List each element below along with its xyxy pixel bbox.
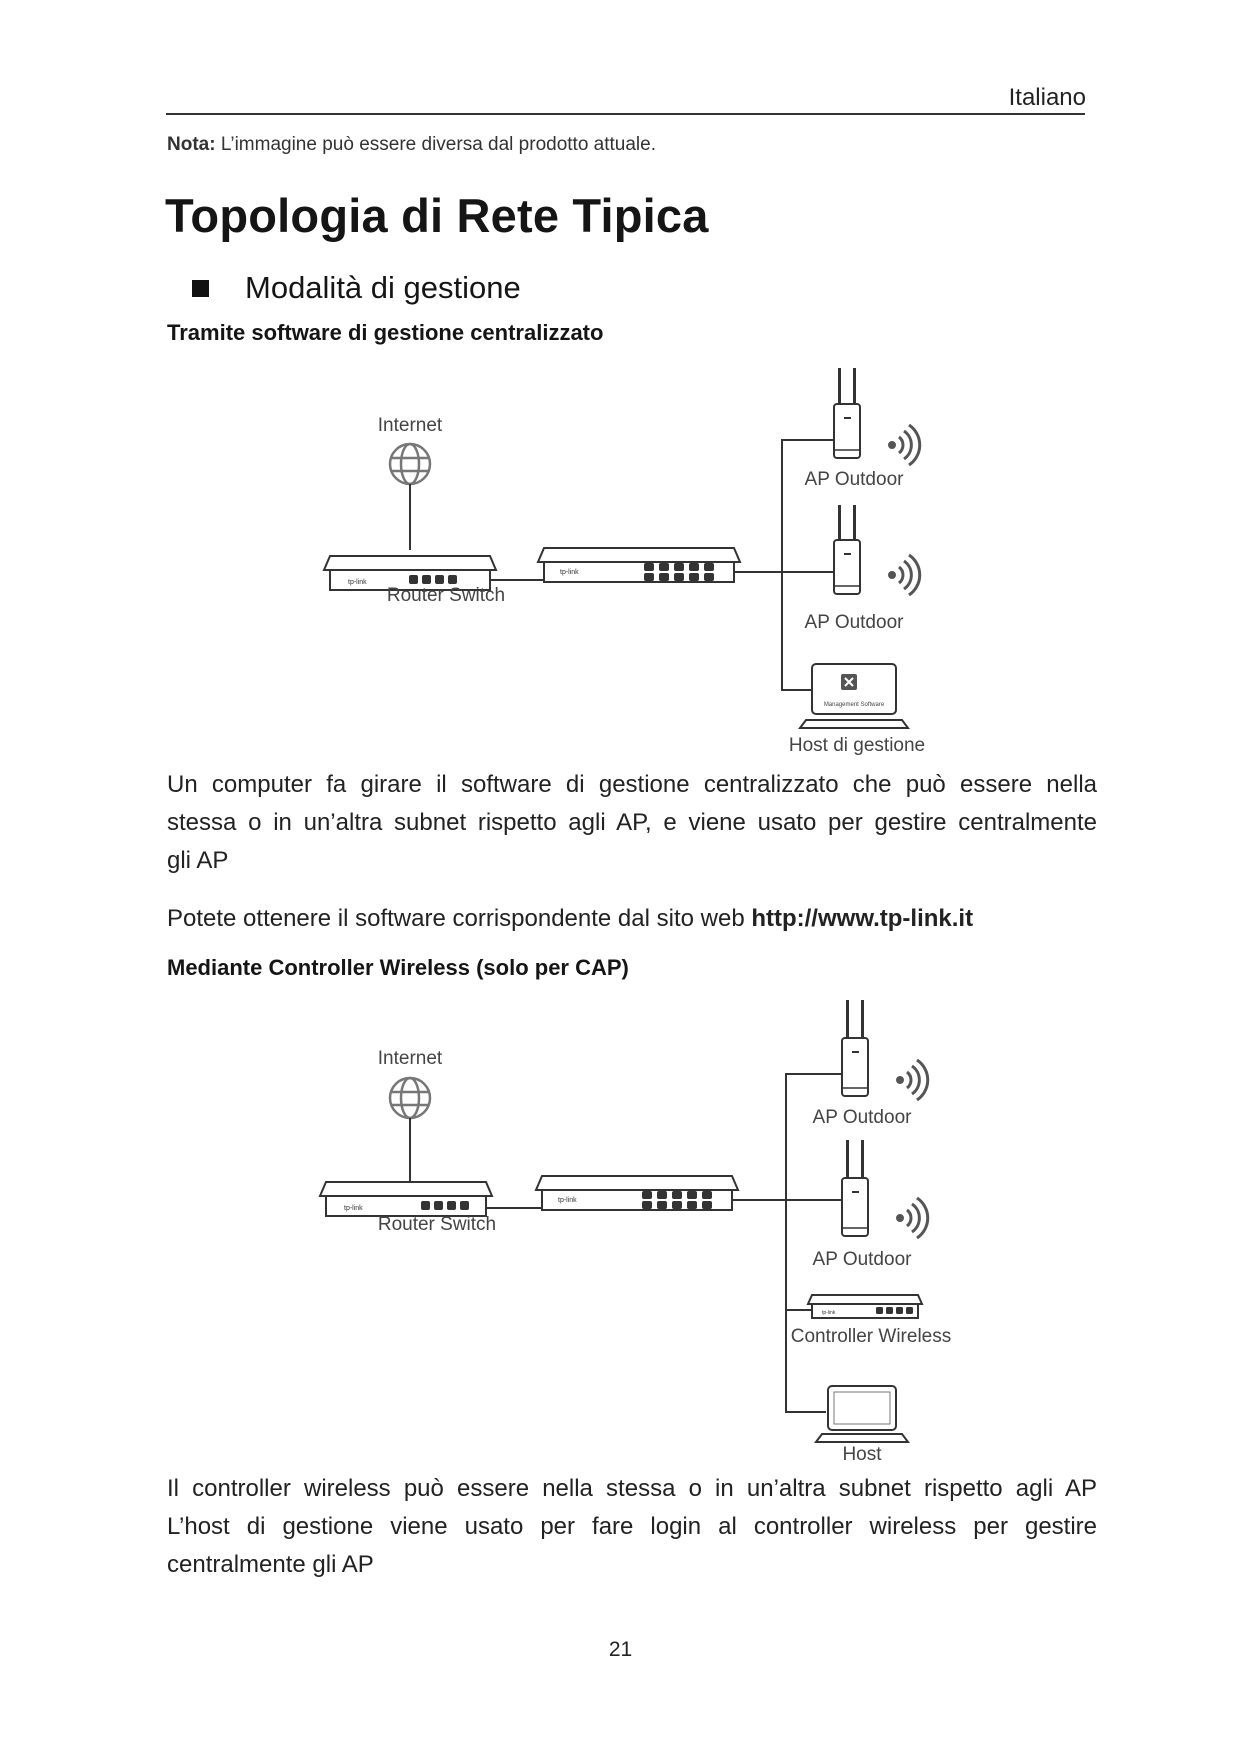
paragraph-line: gli AP bbox=[167, 847, 229, 874]
diagram1-internet-label: Internet bbox=[377, 415, 443, 436]
download-link[interactable]: http://www.tp-link.it bbox=[751, 905, 974, 932]
wifi-signal-icon bbox=[890, 425, 920, 465]
page-number: 21 bbox=[608, 1638, 633, 1661]
wifi-signal-icon bbox=[898, 1060, 928, 1100]
router-icon bbox=[320, 1182, 492, 1216]
ap-outdoor-icon bbox=[842, 1000, 868, 1096]
diagram2-router-switch-label: Router Switch bbox=[377, 1214, 497, 1235]
note bbox=[167, 134, 656, 156]
laptop-icon bbox=[816, 1386, 908, 1442]
paragraph-line: Il controller wireless può essere nella stessa o in un’altra subnet rispetto agli AP bbox=[167, 1475, 1097, 1502]
globe-icon bbox=[390, 1078, 430, 1118]
diagram1-router-brand: tp-link bbox=[348, 579, 367, 586]
diagram1-router-switch-label: Router Switch bbox=[386, 585, 506, 606]
section-heading bbox=[192, 270, 521, 306]
paragraph-software bbox=[167, 766, 1097, 880]
wifi-signal-icon bbox=[890, 555, 920, 595]
switch-icon bbox=[536, 1176, 738, 1210]
diagram1-switch-brand: tp-link bbox=[560, 569, 579, 576]
bullet-square-icon bbox=[192, 280, 209, 297]
diagram2-router-brand: tp-link bbox=[344, 1205, 363, 1212]
paragraph-line: centralmente gli AP bbox=[167, 1551, 374, 1578]
paragraph-download bbox=[167, 900, 1097, 938]
paragraph-line: Un computer fa girare il software di gestione centralizzato che può essere nella bbox=[167, 771, 1097, 798]
diagram1-host-label: Host di gestione bbox=[788, 735, 926, 756]
paragraph-line: L’host di gestione viene usato per fare login al controller wireless per gestire bbox=[167, 1513, 1097, 1540]
diagram2-switch-brand: tp-link bbox=[558, 1197, 577, 1204]
ap-outdoor-icon bbox=[834, 505, 860, 594]
diagram2-controller-label: Controller Wireless bbox=[790, 1326, 952, 1347]
note-text: L’immagine può essere diversa dal prodotto attuale. bbox=[215, 134, 656, 155]
diagram2-ap2-label: AP Outdoor bbox=[812, 1249, 912, 1270]
ap-outdoor-icon bbox=[834, 368, 860, 458]
subsection-heading-controller: Mediante Controller Wireless (solo per CAP) bbox=[167, 955, 629, 980]
diagram1-ap1-label: AP Outdoor bbox=[804, 469, 904, 490]
globe-icon bbox=[390, 444, 430, 484]
diagram2-internet-label: Internet bbox=[377, 1048, 443, 1069]
topology-diagram-software bbox=[0, 360, 1241, 760]
topology-diagram-controller bbox=[0, 990, 1241, 1470]
header-language: Italiano bbox=[1008, 84, 1086, 111]
ap-outdoor-icon bbox=[842, 1140, 868, 1236]
wifi-signal-icon bbox=[898, 1198, 928, 1238]
subsection-heading-software: Tramite software di gestione centralizzato bbox=[167, 320, 604, 345]
laptop-icon bbox=[800, 664, 908, 728]
page-title: Topologia di Rete Tipica bbox=[165, 189, 709, 242]
diagram2-ap1-label: AP Outdoor bbox=[812, 1107, 912, 1128]
switch-icon bbox=[538, 548, 740, 582]
diagram1-ap2-label: AP Outdoor bbox=[804, 612, 904, 633]
controller-icon bbox=[808, 1295, 922, 1318]
header-rule bbox=[166, 113, 1085, 115]
diagram2-host-label: Host bbox=[842, 1444, 882, 1465]
diagram2-controller-brand: tp-link bbox=[822, 1310, 836, 1316]
diagram1-software-screen-label: Management Software bbox=[823, 702, 885, 708]
paragraph-line: stessa o in un’altra subnet rispetto agli AP, e viene usato per gestire centralmente bbox=[167, 809, 1097, 836]
paragraph-controller bbox=[167, 1470, 1097, 1584]
note-label: Nota: bbox=[167, 134, 216, 155]
download-text: Potete ottenere il software corrispondente dal sito web bbox=[167, 905, 752, 932]
section-heading-text: Modalità di gestione bbox=[245, 270, 521, 305]
